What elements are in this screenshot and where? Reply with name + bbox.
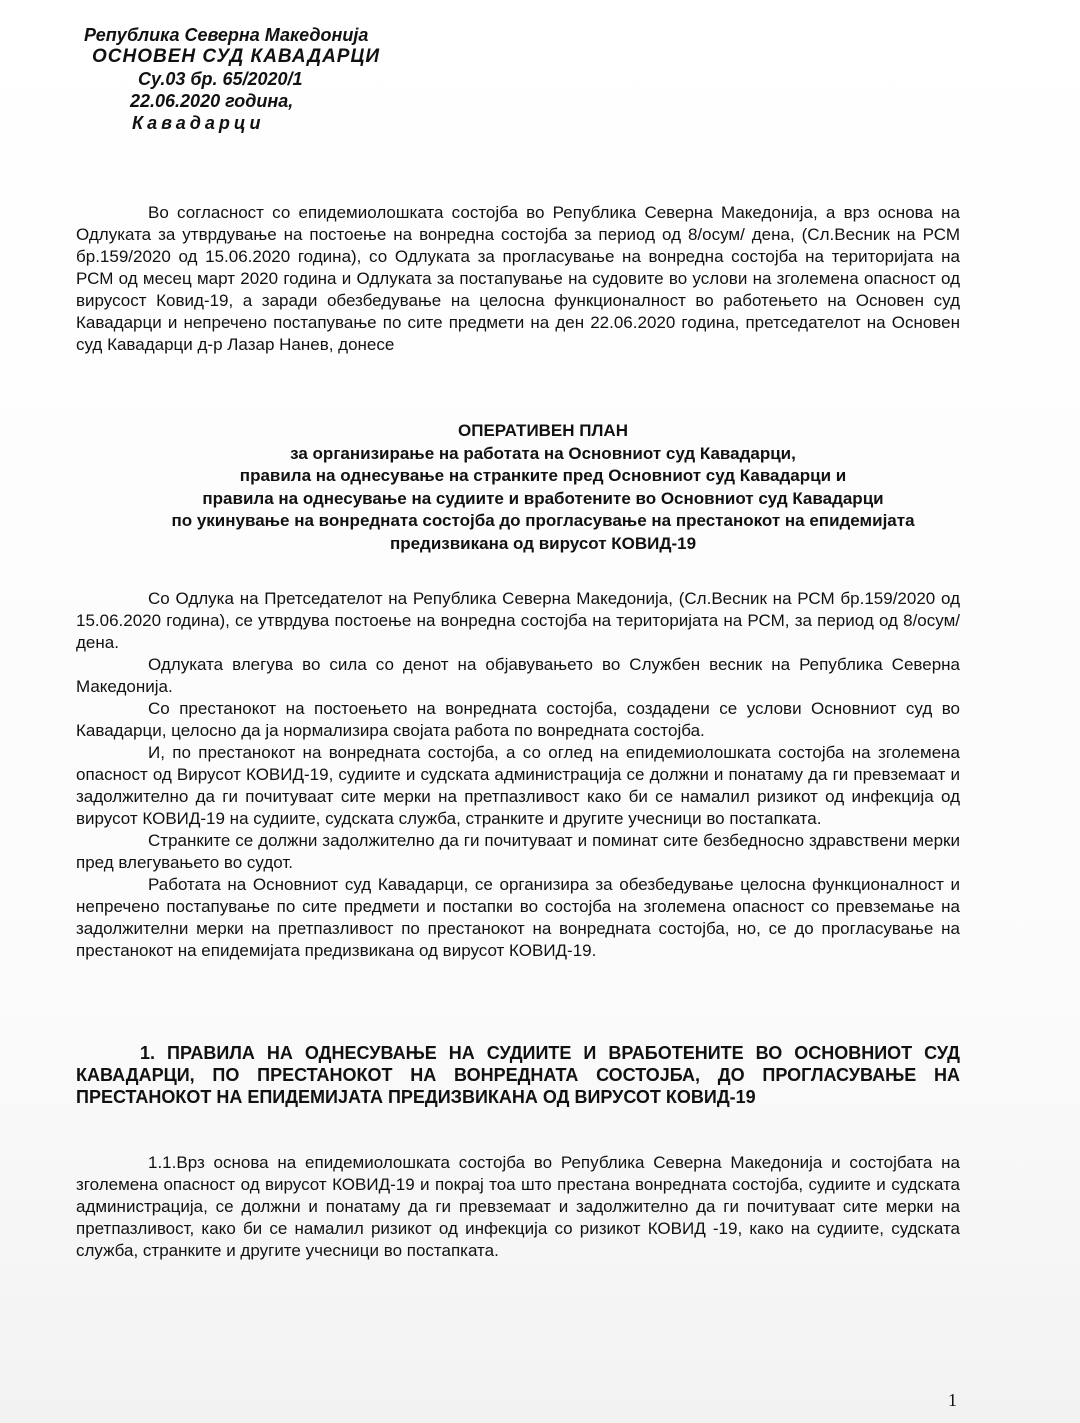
paragraph: 1.1.Врз основа на епидемиолошката состојба во Република Северна Македонија и состојбата на зголемена опасност од вирусот КОВИД-19 и покрај тоа што престана вонредната состојба, судиите и судската администрација, се должни и понатаму да ги превземаат и задолжително да ги почитуваат сите мерки на претпазливост, како би се намалил ризикот од инфекција со ризикот КОВИД -19, како на судиите, судската служба, странките и другите учесници во постапката.	[76, 1153, 960, 1260]
letterhead	[84, 24, 380, 134]
title-line-2: за организирање на работата на Основниот суд Кавадарци,	[290, 443, 796, 463]
title-line-1: ОПЕРАТИВЕН ПЛАН	[458, 421, 628, 440]
header-country: Република Северна Македонија	[84, 25, 369, 45]
document-title	[60, 420, 1026, 555]
paragraph: Работата на Основниот суд Кавадарци, се организира за обезбедување целосна функционалност и непречено постапување по сите предмети и постапки во состојба на зголемена опасност со превземање на задолжителни мерки на претпазливост по престанокот на вонредната состојба, но, се до прогласување на престанокот на епидемијата предизвикана од вирусот КОВИД-19.	[76, 875, 960, 960]
intro-paragraph: Во согласност со епидемиолошката состојба во Република Северна Македонија, а врз основа на Одлуката за утврдување на постоење на вонредна состојба за период од 8/осум/ дена, (Сл.Весник на РСМ бр.159/2020 од 15.06.2020 година), со Одлуката за прогласување на вонредна состојба на територијата на РСМ од месец март 2020 година и Одлуката за постапување на судовите во услови на зголемена опасност од вирусост Ковид-19, а заради обезбедување на целосна функционалност во работењето на Основен суд Кавадарци и непречено постапување по сите предмети на ден 22.06.2020 година, претседателот на Основен суд Кавадарци д-р Лазар Нанев, донесе	[76, 203, 960, 354]
section-heading: 1. ПРАВИЛА НА ОДНЕСУВАЊЕ НА СУДИИТЕ И ВРАБОТЕНИТЕ ВО ОСНОВНИОТ СУД КАВАДАРЦИ, ПО ПРЕСТАНОКОТ НА ВОНРЕДНАТА СОСТОЈБА, ДО ПРОГЛАСУВАЊЕ НА ПРЕСТАНОКОТ НА ЕПИДЕМИЈАТА ПРЕДИЗВИКАНА ОД ВИРУСОТ КОВИД-19	[76, 1043, 960, 1107]
preamble-section	[76, 588, 960, 962]
paragraph: Одлуката влегува во сила со денот на објавувањето во Службен весник на Република Северна Македонија.	[76, 655, 960, 696]
header-case-number: Су.03 бр. 65/2020/1	[138, 69, 303, 89]
title-line-4: правила на однесување на судиите и вработените во Основниот суд Кавадарци	[202, 488, 884, 508]
title-line-5: по укинување на вонредната состојба до прогласување на престанокот на епидемијата	[171, 511, 915, 530]
title-line-3: правила на однесување на странките пред Основниот суд Кавадарци и	[239, 466, 847, 485]
rules-section	[76, 1152, 960, 1262]
paragraph: Странките се должни задолжително да ги почитуваат и поминат сите безбедносно здравствени мерки пред влегувањето во судот.	[76, 831, 960, 872]
intro-section	[76, 202, 960, 356]
header-date: 22.06.2020 година,	[130, 91, 294, 111]
title-line-6: предизвикана од вирусот КОВИД-19	[389, 533, 697, 553]
paragraph: Со Одлука на Претседателот на Република Северна Македонија, (Сл.Весник на РСМ бр.159/2020 од 15.06.2020 година), се утврдува постоење на вонредна состојба на територијата на РСМ, за период од 8/осум/ дена.	[76, 589, 960, 652]
paragraph: И, по престанокот на вонредната состојба, а со оглед на епидемиолошката состојба на зголемена опасност од Вирусот КОВИД-19, судиите и судската администрација се должни и понатаму да ги превземаат и задолжително да ги почитуваат сите мерки на претпазливост како би се намалил ризикот од инфекција од вирусот КОВИД-19 на судиите, судската служба, странките и другите учесници во постапката.	[76, 743, 960, 828]
header-city: Кавадарци	[132, 113, 265, 133]
header-court: ОСНОВЕН СУД КАВАДАРЦИ	[92, 46, 380, 67]
paragraph: Со престанокот на постоењето на вонредната состојба, создадени се услови Основниот суд во Кавадарци, целосно да ја нормализира својата работа по вонредната состојба.	[76, 699, 960, 740]
page-number: 1	[948, 1390, 957, 1410]
